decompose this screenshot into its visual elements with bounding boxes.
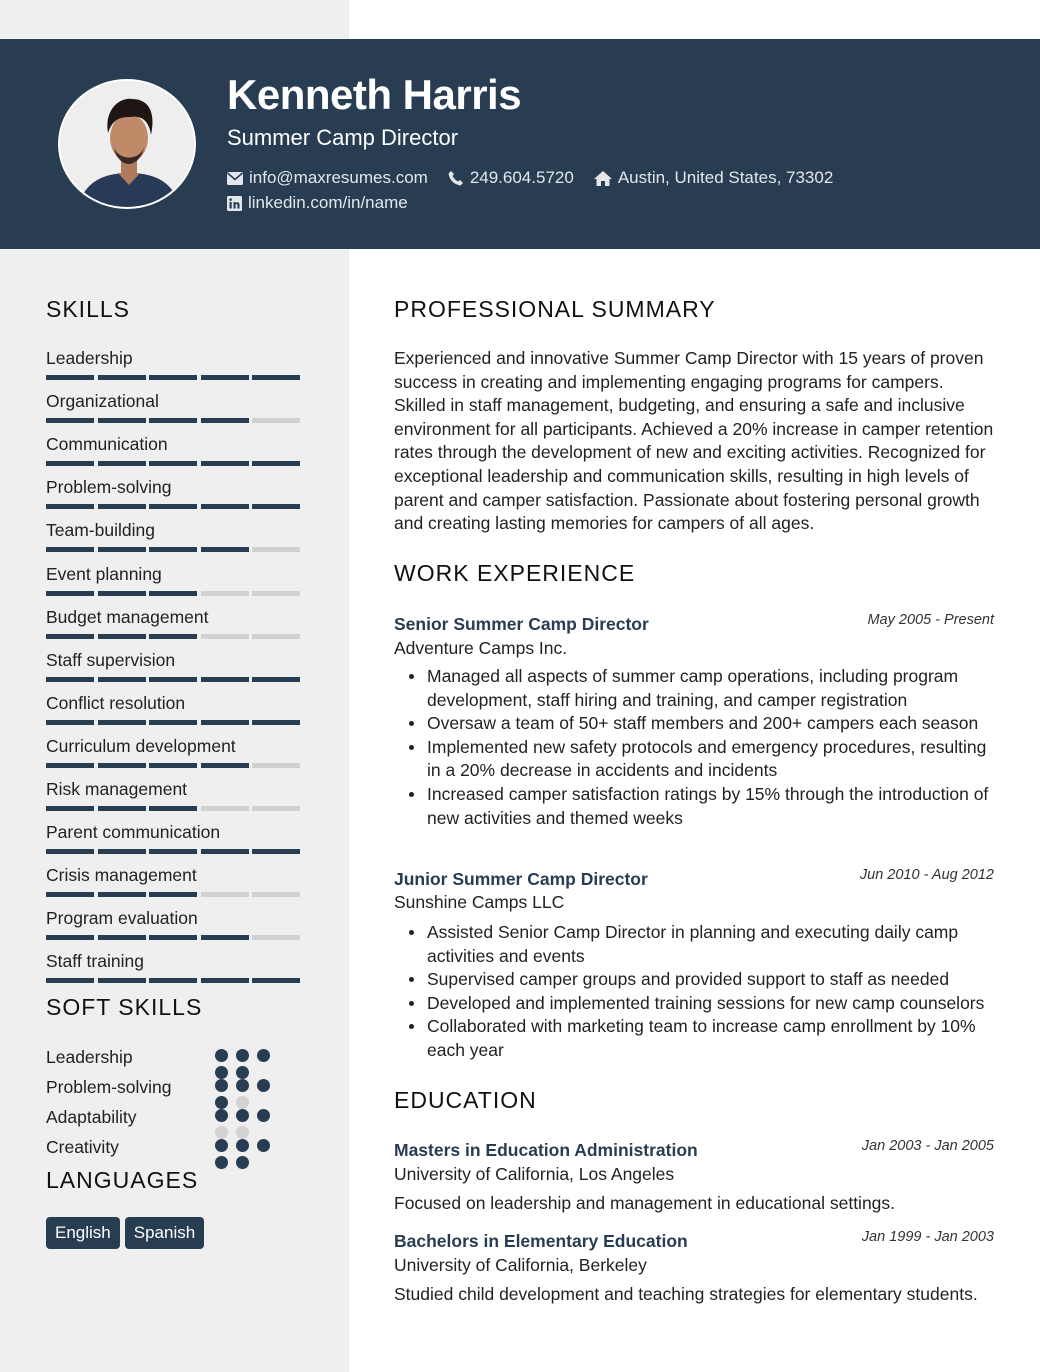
degree-description: Studied child development and teaching strategies for elementary students.	[394, 1284, 978, 1304]
skill-level-bar	[46, 591, 304, 596]
skill-level-bar	[46, 418, 304, 423]
skill-level-segment	[46, 720, 94, 725]
skill-level-segment	[98, 461, 146, 466]
summary-text: Experienced and innovative Summer Camp Director with 15 years of proven success in creating and implementing engaging programs for campers. Skilled in staff management, budgeting, and ensuring a safe and inclusive environment for all participants. Achieved a 20% increase in camper retention rates through the development of new and exciting activities. Recognized for exceptional leadership and communication skills, resulting in high levels of parent and camper satisfaction. Passionate about fostering personal growth and creating lasting memories for campers of all ages.	[394, 348, 994, 534]
skill-level-segment	[201, 547, 249, 552]
skill-level-segment	[46, 806, 94, 811]
bullet-item: Implemented new safety protocols and emergency procedures, resulting in a 20% decrease in accidents and incidents	[406, 736, 998, 783]
bullet-item: Supervised camper groups and provided support to staff as needed	[406, 968, 998, 992]
contact-row-2	[227, 192, 428, 214]
skill-level-segment	[98, 849, 146, 854]
skill-name: Staff supervision	[46, 649, 176, 670]
email-text: info@maxresumes.com	[249, 168, 428, 187]
skill-level-segment	[46, 763, 94, 768]
bullet-item: Developed and implemented training sessions for new camp counselors	[406, 992, 998, 1016]
soft-skill-name: Creativity	[46, 1137, 119, 1157]
skill-item	[46, 822, 302, 865]
rating-dot	[257, 1079, 270, 1092]
skill-name: Team-building	[46, 520, 155, 541]
school-name: University of California, Berkeley	[394, 1255, 647, 1275]
skill-item	[46, 951, 302, 994]
linkedin-icon	[227, 196, 242, 211]
header	[0, 39, 1040, 249]
skill-level-segment	[252, 504, 300, 509]
skill-level-segment	[201, 806, 249, 811]
skill-item	[46, 865, 302, 908]
skill-level-segment	[149, 634, 197, 639]
skill-level-bar	[46, 806, 304, 811]
skill-level-segment	[201, 461, 249, 466]
rating-dot	[257, 1049, 270, 1062]
skill-level-segment	[252, 720, 300, 725]
language-tag: Spanish	[125, 1217, 204, 1249]
skill-level-segment	[201, 677, 249, 682]
skill-level-bar	[46, 763, 304, 768]
bullet-item: Collaborated with marketing team to increase camp enrollment by 10% each year	[406, 1015, 998, 1062]
skill-level-segment	[149, 720, 197, 725]
skill-item	[46, 736, 302, 779]
skill-name: Curriculum development	[46, 735, 236, 756]
job-title-entry: Senior Summer Camp Director	[394, 614, 649, 634]
skill-level-segment	[149, 677, 197, 682]
skill-level-segment	[252, 892, 300, 897]
skill-level-segment	[201, 763, 249, 768]
skill-level-segment	[46, 935, 94, 940]
soft-skill-name: Adaptability	[46, 1107, 137, 1127]
skill-level-segment	[98, 547, 146, 552]
skill-level-segment	[252, 418, 300, 423]
skill-name: Communication	[46, 434, 168, 455]
skill-level-segment	[98, 418, 146, 423]
skill-level-segment	[201, 978, 249, 983]
skill-level-bar	[46, 547, 304, 552]
contact-email[interactable]	[227, 168, 428, 188]
skill-level-bar	[46, 978, 304, 983]
skill-level-segment	[201, 849, 249, 854]
skill-item	[46, 477, 302, 520]
rating-dot	[215, 1079, 228, 1092]
experience-heading: WORK EXPERIENCE	[394, 560, 636, 586]
skill-name: Parent communication	[46, 822, 221, 843]
job-company: Sunshine Camps LLC	[394, 892, 565, 912]
contact-phone[interactable]	[448, 168, 574, 188]
skill-level-segment	[252, 547, 300, 552]
skill-level-segment	[201, 720, 249, 725]
skill-item	[46, 434, 302, 477]
skill-level-segment	[149, 935, 197, 940]
skill-level-segment	[46, 375, 94, 380]
school-name: University of California, Los Angeles	[394, 1164, 675, 1184]
skill-name: Conflict resolution	[46, 692, 186, 713]
language-tag: English	[46, 1217, 120, 1249]
rating-dot	[215, 1049, 228, 1062]
skill-level-segment	[252, 806, 300, 811]
bullet-item: Assisted Senior Camp Director in planning and executing daily camp activities and events	[406, 921, 998, 968]
soft-skills-heading: SOFT SKILLS	[46, 994, 203, 1020]
rating-dot	[257, 1109, 270, 1122]
skill-name: Staff training	[46, 951, 144, 972]
job-title-entry: Junior Summer Camp Director	[394, 869, 648, 889]
rating-dot	[215, 1156, 228, 1169]
phone-icon	[448, 170, 464, 186]
skill-level-segment	[252, 461, 300, 466]
skill-level-segment	[201, 375, 249, 380]
skill-item	[46, 693, 302, 736]
skill-level-segment	[98, 806, 146, 811]
skill-level-segment	[46, 978, 94, 983]
skill-level-segment	[201, 418, 249, 423]
skill-level-segment	[98, 763, 146, 768]
skill-level-segment	[252, 935, 300, 940]
rating-dot	[257, 1139, 270, 1152]
degree-dates: Jan 2003 - Jan 2005	[861, 1138, 994, 1154]
bullet-item: Managed all aspects of summer camp operations, including program development, staff hiring and training, and camper registration	[406, 665, 998, 712]
skill-item	[46, 650, 302, 693]
skill-name: Organizational	[46, 391, 159, 412]
location-text: Austin, United States, 73302	[617, 168, 834, 187]
skill-level-segment	[252, 591, 300, 596]
skill-level-segment	[46, 547, 94, 552]
skill-level-bar	[46, 375, 304, 380]
skill-level-segment	[98, 677, 146, 682]
skill-level-segment	[46, 418, 94, 423]
skill-level-bar	[46, 634, 304, 639]
job-dates: Jun 2010 - Aug 2012	[859, 867, 994, 883]
degree-title: Masters in Education Administration	[394, 1140, 698, 1160]
home-icon	[594, 171, 612, 186]
avatar	[58, 79, 196, 209]
soft-skill-item	[46, 1137, 296, 1167]
job-bullets	[406, 665, 998, 830]
degree-title: Bachelors in Elementary Education	[394, 1231, 688, 1251]
contact-row	[227, 167, 853, 189]
skill-level-segment	[149, 763, 197, 768]
skill-level-segment	[98, 375, 146, 380]
skill-level-segment	[252, 849, 300, 854]
skill-name: Crisis management	[46, 865, 197, 886]
skill-level-segment	[149, 806, 197, 811]
rating-dot	[236, 1139, 249, 1152]
rating-dot	[215, 1109, 228, 1122]
skill-name: Program evaluation	[46, 908, 198, 929]
job-title: Summer Camp Director	[227, 125, 459, 150]
phone-text: 249.604.5720	[469, 168, 574, 187]
job-dates: May 2005 - Present	[867, 612, 994, 628]
summary-heading: PROFESSIONAL SUMMARY	[394, 296, 716, 322]
rating-dot	[215, 1139, 228, 1152]
soft-skill-rating	[215, 1139, 285, 1173]
skill-level-segment	[46, 591, 94, 596]
skill-level-segment	[149, 978, 197, 983]
skill-level-segment	[252, 375, 300, 380]
soft-skill-item	[46, 1107, 296, 1137]
skill-level-bar	[46, 461, 304, 466]
skill-level-segment	[149, 849, 197, 854]
skill-level-segment	[201, 591, 249, 596]
skill-level-bar	[46, 935, 304, 940]
skill-level-segment	[149, 375, 197, 380]
skill-level-segment	[252, 763, 300, 768]
skill-level-segment	[149, 504, 197, 509]
envelope-icon	[227, 172, 243, 185]
skill-level-segment	[201, 935, 249, 940]
skill-name: Problem-solving	[46, 477, 172, 498]
skill-level-segment	[149, 418, 197, 423]
linkedin-text: linkedin.com/in/name	[248, 193, 408, 212]
language-tags	[46, 1217, 209, 1249]
skill-item	[46, 348, 302, 391]
skill-level-segment	[98, 634, 146, 639]
soft-skill-item	[46, 1077, 296, 1107]
skill-level-bar	[46, 892, 304, 897]
job-bullets	[406, 921, 998, 1063]
education-heading: EDUCATION	[394, 1087, 537, 1113]
skill-name: Budget management	[46, 606, 209, 627]
soft-skill-item	[46, 1047, 296, 1077]
skill-level-bar	[46, 849, 304, 854]
rating-dot	[236, 1049, 249, 1062]
soft-skill-name: Problem-solving	[46, 1077, 172, 1097]
skill-level-bar	[46, 504, 304, 509]
skill-level-segment	[252, 978, 300, 983]
rating-dot	[236, 1079, 249, 1092]
skill-level-segment	[98, 892, 146, 897]
skill-level-segment	[201, 504, 249, 509]
skill-name: Risk management	[46, 779, 188, 799]
candidate-name: Kenneth Harris	[227, 71, 522, 118]
skill-level-segment	[201, 634, 249, 639]
skill-level-segment	[252, 677, 300, 682]
skill-level-segment	[149, 591, 197, 596]
skill-item	[46, 908, 302, 951]
skill-level-segment	[98, 720, 146, 725]
skill-level-segment	[98, 978, 146, 983]
skill-level-segment	[46, 892, 94, 897]
contact-location	[594, 168, 833, 188]
bullet-item: Increased camper satisfaction ratings by 15% through the introduction of new activities and themed weeks	[406, 783, 998, 830]
skill-item	[46, 779, 302, 822]
skill-level-segment	[149, 461, 197, 466]
skill-name: Leadership	[46, 348, 133, 368]
skill-level-segment	[98, 935, 146, 940]
skill-item	[46, 391, 302, 434]
skill-level-segment	[46, 634, 94, 639]
skill-level-segment	[46, 461, 94, 466]
skill-level-segment	[98, 591, 146, 596]
skill-level-bar	[46, 677, 304, 682]
soft-skill-name: Leadership	[46, 1047, 133, 1067]
skills-heading: SKILLS	[46, 296, 130, 322]
skill-item	[46, 607, 302, 650]
job-company: Adventure Camps Inc.	[394, 638, 568, 658]
skill-level-segment	[252, 634, 300, 639]
skill-level-bar	[46, 720, 304, 725]
skill-level-segment	[98, 504, 146, 509]
rating-dot	[236, 1109, 249, 1122]
skill-level-segment	[149, 892, 197, 897]
skill-name: Event planning	[46, 563, 162, 584]
languages-heading: LANGUAGES	[46, 1167, 199, 1193]
degree-description: Focused on leadership and management in educational settings.	[394, 1193, 896, 1213]
skill-level-segment	[201, 892, 249, 897]
skill-level-segment	[46, 504, 94, 509]
skill-level-segment	[46, 849, 94, 854]
bullet-item: Oversaw a team of 50+ staff members and 200+ campers each season	[406, 712, 998, 736]
skill-level-segment	[46, 677, 94, 682]
contact-linkedin[interactable]	[227, 193, 408, 213]
skill-item	[46, 564, 302, 607]
rating-dot	[236, 1156, 249, 1169]
degree-dates: Jan 1999 - Jan 2003	[861, 1229, 994, 1245]
skill-level-segment	[149, 547, 197, 552]
skill-item	[46, 520, 302, 563]
